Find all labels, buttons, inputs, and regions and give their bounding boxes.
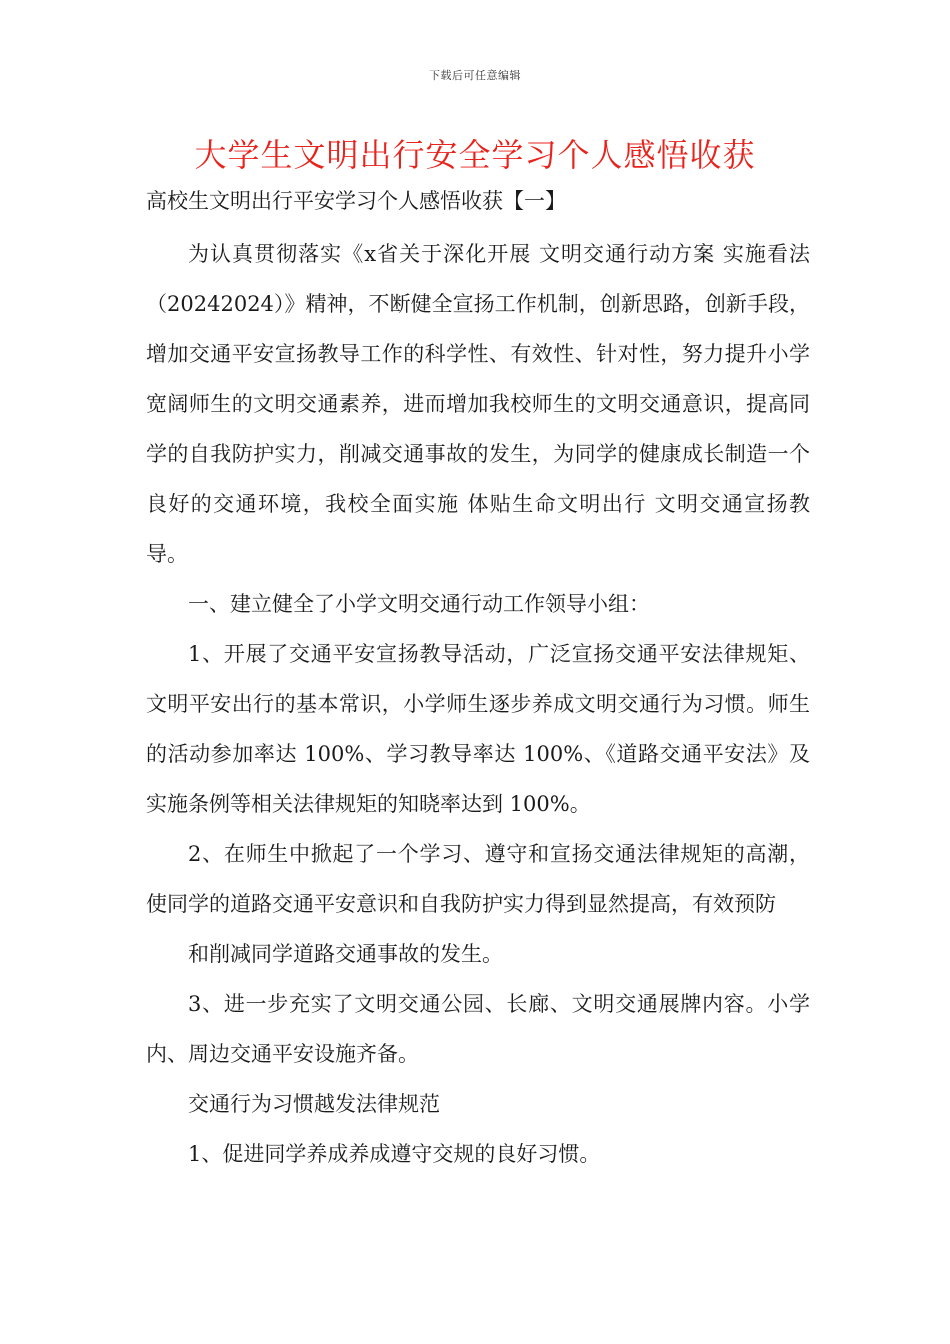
document-subtitle: 高校生文明出行平安学习个人感悟收获【一】: [146, 189, 566, 213]
header-note: 下载后可任意编辑: [429, 69, 521, 82]
paragraph-item-3: 3、进一步充实了文明交通公园、长廊、文明交通展牌内容。小学内、周边交通平安设施齐备。: [146, 992, 810, 1066]
document-body: [146, 180, 810, 1179]
paragraph-habit-item-1: 1、促进同学养成养成遵守交规的良好习惯。: [188, 1142, 601, 1166]
paragraph-intro: 为认真贯彻落实《x省关于深化开展 文明交通行动方案 实施看法（20242024）》精神，不断健全宣扬工作机制，创新思路，创新手段，增加交通平安宣扬教导工作的科学性、有效性、针对性，努力提升小学宽阔师生的文明交通素养，进而增加我校师生的文明交通意识，提高同学的自我防护实力，削减交通事故的发生，为同学的健康成长制造一个良好的交通环境，我校全面实施 体贴生命文明出行 文明交通宣扬教导。: [146, 242, 810, 566]
paragraph-item-2-continued: 和削减同学道路交通事故的发生。: [188, 942, 503, 966]
paragraph-item-2: 2、在师生中掀起了一个学习、遵守和宣扬交通法律规矩的高潮，使同学的道路交通平安意识和自我防护实力得到显然提高，有效预防: [146, 842, 810, 916]
paragraph-heading-habits: 交通行为习惯越发法律规范: [188, 1092, 440, 1116]
paragraph-section-1: 一、建立健全了小学文明交通行动工作领导小组：: [188, 592, 650, 616]
document-title: 大学生文明出行安全学习个人感悟收获: [194, 136, 756, 174]
paragraph-item-1: 1、开展了交通平安宣扬教导活动，广泛宣扬交通平安法律规矩、文明平安出行的基本常识，小学师生逐步养成文明交通行为习惯。师生的活动参加率达 100%、学习教导率达 100%、《道路交通平安法》及实施条例等相关法律规矩的知晓率达到 100%。: [146, 642, 810, 816]
